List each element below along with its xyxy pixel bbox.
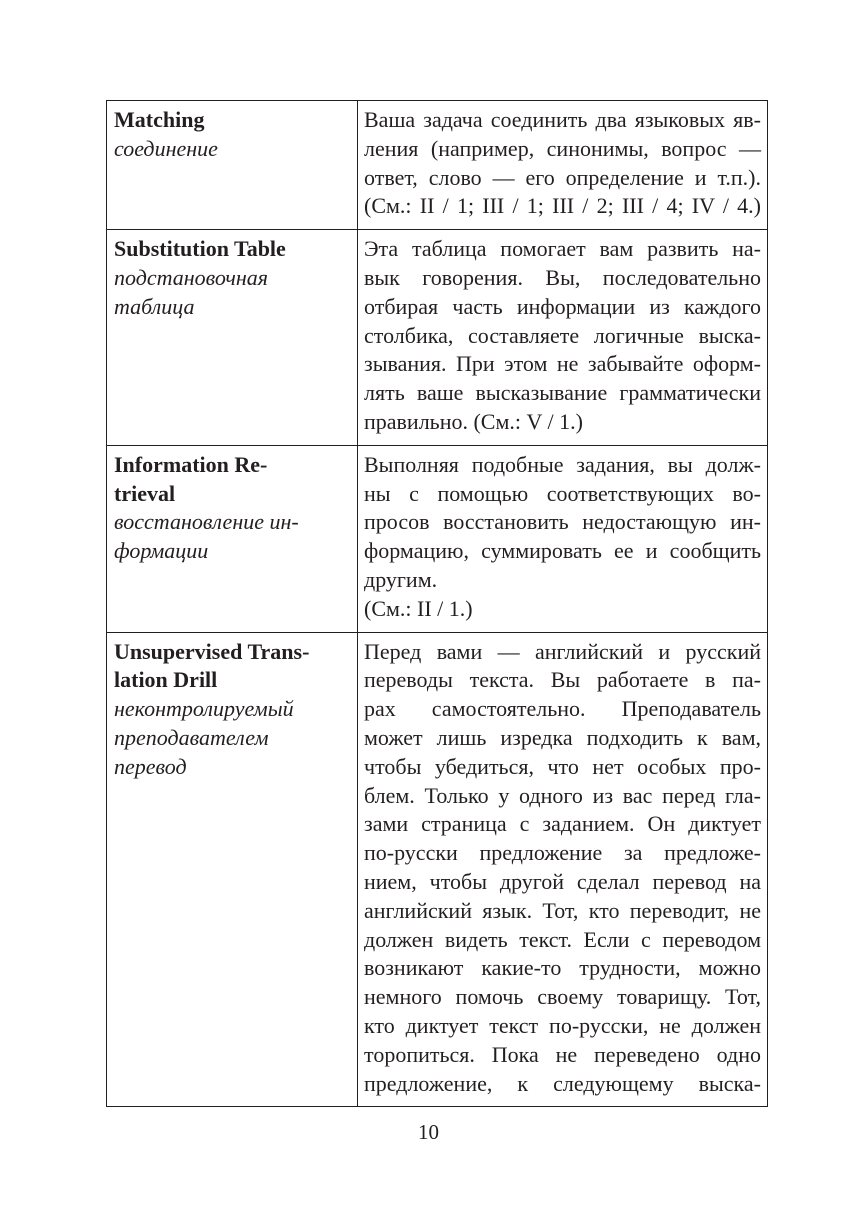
term-english: Matching xyxy=(114,107,205,132)
description-line: должен видеть текст. Если с переводом xyxy=(364,926,761,952)
term-russian: неконтролируемый xyxy=(114,696,294,722)
term-russian: соединение xyxy=(114,135,218,161)
term-cell xyxy=(107,632,358,1107)
description-line: предложение, к следующему выска- xyxy=(364,1070,761,1096)
description-line: (См.: II / 1.) xyxy=(364,595,473,621)
description-cell xyxy=(358,632,768,1107)
description-line: кто диктует текст по-русски, не должен xyxy=(364,1012,761,1038)
term-english: trieval xyxy=(114,480,176,506)
term-russian: восстановление ин- xyxy=(114,509,299,535)
term-english: lation Drill xyxy=(114,667,218,693)
description-line: другим. xyxy=(364,566,438,592)
table-row xyxy=(107,101,768,230)
description-line: Выполняя подобные задания, вы долж- xyxy=(364,451,761,477)
description-line: вык говорения. Вы, последовательно xyxy=(364,264,761,290)
page-number: 10 xyxy=(418,1120,439,1144)
table-row xyxy=(107,230,768,446)
terms-table xyxy=(106,100,768,1107)
description-line: столбика, составляете логичные выска- xyxy=(364,322,761,348)
description-line: Ваша задача соединить два языковых яв- xyxy=(364,107,761,132)
description-line: блем. Только у одного из вас перед гла- xyxy=(364,782,761,808)
term-russian: формации xyxy=(114,538,209,564)
description-line: переводы текста. Вы работаете в па- xyxy=(364,667,761,693)
term-russian: подстановочная xyxy=(114,264,268,290)
description-line: зами страница с заданием. Он диктует xyxy=(364,811,761,837)
description-line: нием, чтобы другой сделал перевод на xyxy=(364,868,761,894)
description-cell xyxy=(358,230,768,446)
description-line: Эта таблица помогает вам развить на- xyxy=(364,236,761,262)
description-line: по-русски предложение за предложе- xyxy=(364,840,761,866)
description-line: (См.: II / 1; III / 1; III / 2; III / 4; IV / 4.) xyxy=(364,193,761,219)
table-row xyxy=(107,445,768,632)
description-line: торопиться. Пока не переведено одно xyxy=(364,1041,761,1067)
term-english: Information Re- xyxy=(114,451,268,477)
description-cell xyxy=(358,445,768,632)
description-line: рах самостоятельно. Преподаватель xyxy=(364,696,761,722)
description-line: чтобы убедиться, что нет особых про- xyxy=(364,753,761,779)
term-russian: перевод xyxy=(114,753,187,779)
description-line: лять ваше высказывание грамматически xyxy=(364,380,761,406)
description-line: просов восстановить недостающую ин- xyxy=(364,509,761,535)
table-row xyxy=(107,632,768,1107)
description-line: английский язык. Тот, кто переводит, не xyxy=(364,897,761,923)
term-cell xyxy=(107,101,358,230)
description-line: Перед вами — английский и русский xyxy=(364,638,761,664)
term-russian: таблица xyxy=(114,293,195,319)
description-line: немного помочь своему товарищу. Тот, xyxy=(364,984,761,1010)
description-line: зывания. При этом не забывайте оформ- xyxy=(364,351,761,377)
description-line: формацию, суммировать ее и сообщить xyxy=(364,538,761,564)
description-line: ны с помощью соответствующих во- xyxy=(364,480,761,506)
description-line: ответ, слово — его определение и т.п.). xyxy=(364,164,761,190)
description-line: возникают какие-то трудности, можно xyxy=(364,955,761,981)
term-english: Substitution Table xyxy=(114,236,286,262)
description-line: правильно. (См.: V / 1.) xyxy=(364,408,583,434)
term-cell xyxy=(107,445,358,632)
term-cell xyxy=(107,230,358,446)
term-english: Unsupervised Trans- xyxy=(114,638,310,664)
description-cell xyxy=(358,101,768,230)
description-line: может лишь изредка подходить к вам, xyxy=(364,724,761,750)
description-line: ления (например, синонимы, вопрос — xyxy=(364,135,761,161)
term-russian: преподавателем xyxy=(114,724,269,750)
description-line: отбирая часть информации из каждого xyxy=(364,293,761,319)
